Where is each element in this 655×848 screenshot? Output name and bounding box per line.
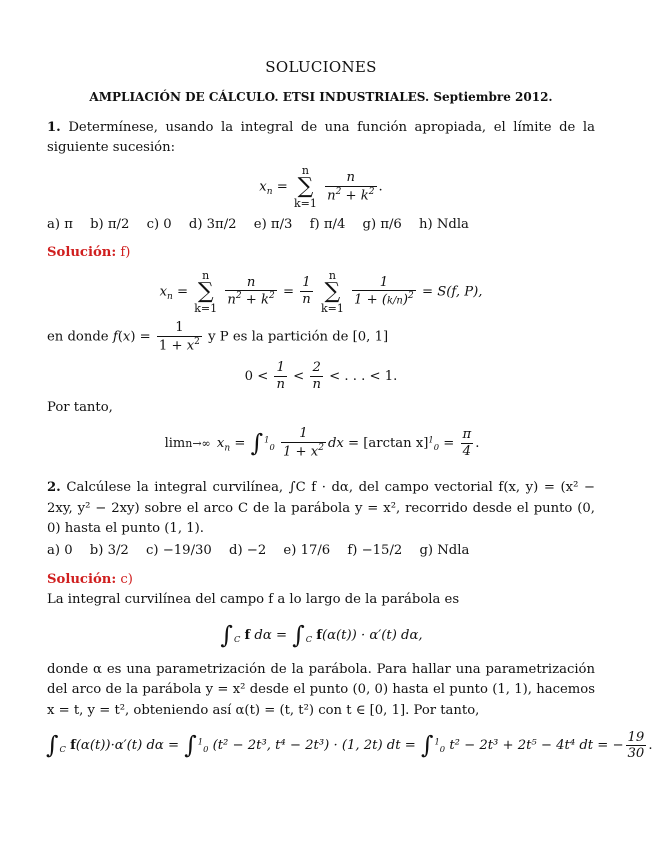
sequence-formula: $x_n = n$ ∑ k=1 $\frac{n}{n^2 + k^2}$ . <box>259 163 383 210</box>
parametrization-text: donde α es una parametrización de la parábola. Para hallar una parametrización del arco de la parábola y = x² desde el punto (0, 0) hasta el punto (1, 1), hacemos x = t, y = t², obteniendo así α(t) = (t, t²) con t ∈ [0, 1]. Por tanto, <box>47 661 595 718</box>
problem-1-options <box>47 215 595 235</box>
option-a: a) 0 <box>47 543 73 559</box>
line-integral-text: La integral curvilínea del campo f a lo largo de la parábola es <box>47 592 460 608</box>
problem-1-text: Determínese, usando la integral de una función apropiada, el límite de la siguiente sucesión: <box>47 119 595 156</box>
problem-2-statement <box>47 478 595 539</box>
exam-subtitle: AMPLIACIÓN DE CÁLCULO. ETSI INDUSTRIALES. Septiembre 2012. <box>89 90 553 105</box>
option-e: e) π/3 <box>253 216 293 232</box>
riemann-sum-formula: $x_n = n$ ∑ k=1 $\frac{n}{n^2 + k^2}$ = $\frac{1}{n}$ n ∑ k=1 $\frac{1}{1 + (k/n)^2}$ = S(f, P), <box>159 268 483 315</box>
option-d: d) −2 <box>229 543 267 559</box>
option-c: c) −19/30 <box>146 543 212 559</box>
option-g: g) Ndla <box>419 543 470 559</box>
page-title: SOLUCIONES <box>265 58 377 76</box>
function-definition: en donde f(x) = $\frac{1}{1 + x^2}$ y P es la partición de [0, 1] <box>47 319 389 353</box>
problem-1-statement <box>47 118 595 159</box>
line-integral-formula: $\int_C$ f $d\alpha = \int_C$ f(α(t)) · α′(t) dα, <box>220 620 423 649</box>
option-f: f) −15/2 <box>347 543 403 559</box>
problem-2-text: Calcúlese la integral curvilínea, ∫C f · dα, del campo vectorial f(x, y) = (x² − 2xy, y² − 2xy) sobre el arco C de la parábola y = x², recorrido desde el punto (0, 0) hasta el punto (1, 1). <box>47 480 595 536</box>
option-f: f) π/4 <box>309 216 346 232</box>
problem-1-solution-header: Solución: f) <box>47 245 131 261</box>
problem-2-options <box>47 541 595 561</box>
summation-symbol: n ∑ k=1 <box>294 163 317 210</box>
option-a: a) π <box>47 216 73 232</box>
option-g: g) π/6 <box>362 216 402 232</box>
option-e: e) 17/6 <box>283 543 331 559</box>
therefore-text: Por tanto, <box>47 400 113 416</box>
option-c: c) 0 <box>146 216 172 232</box>
problem-2-number: 2. <box>47 480 61 496</box>
option-d: d) 3π/2 <box>188 216 237 232</box>
final-integral-formula: $\int_C$ f(α(t))·α′(t) dα = ∫$^1_0$ (t² − 2t³, t⁴ − 2t³) · (1, 2t) dt = ∫$^1_0$ t² − 2t³ + 2t⁵ − 4t⁴ dt = − $\frac{19}{30}$ . <box>46 729 653 762</box>
option-b: b) π/2 <box>90 216 130 232</box>
partition-chain: 0 < $\frac{1}{n}$ < $\frac{2}{n}$ < . . . < 1. <box>244 359 398 392</box>
option-b: b) 3/2 <box>89 543 129 559</box>
problem-1-number: 1. <box>47 119 61 135</box>
document-page <box>46 56 653 771</box>
limit-formula: limn→∞ $x_n = \int^1_0$ $\frac{1}{1 + x^2}$ dx = [arctan x]$^1_0$ = $\frac{\pi}{4}$ . <box>164 426 480 460</box>
problem-2-solution-header: Solución: c) <box>47 571 133 587</box>
option-h: h) Ndla <box>419 216 469 232</box>
